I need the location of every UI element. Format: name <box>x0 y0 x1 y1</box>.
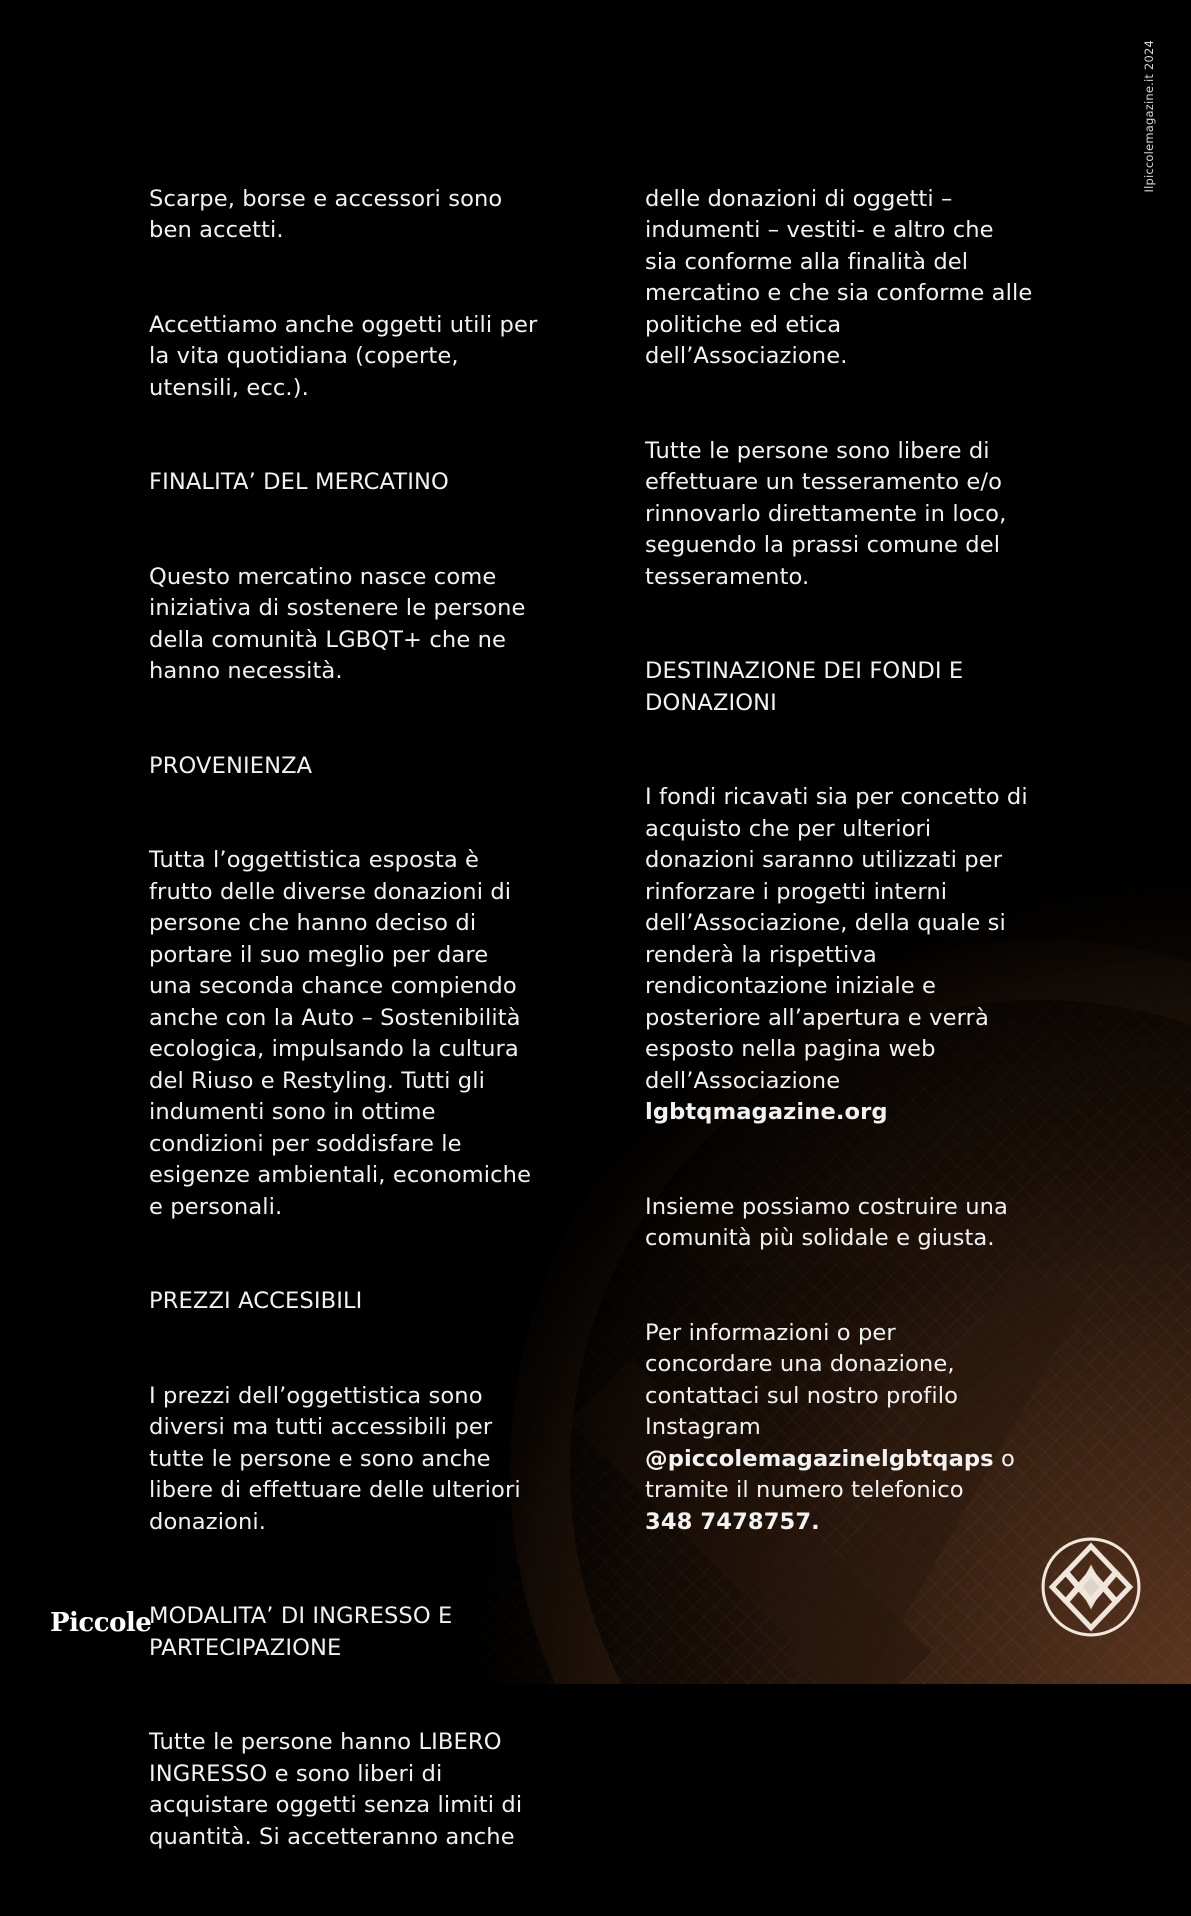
side-caption: Ilpiccolemagazine.it 2024 <box>1142 40 1156 193</box>
paragraph: Accettiamo anche oggetti utili per la vita quotidiana (coperte, utensili, ecc.). <box>149 311 538 401</box>
paragraph: Tutte le persone hanno LIBERO INGRESSO e sono liberi di acquistare oggetti senza limiti di quantità. Si accetteranno anche <box>149 1729 523 1850</box>
paragraph-text: I fondi ricavati sia per concetto di acquisto che per ulteriori donazioni saranno utilizzati per rinforzare i progetti interni dell’Associazione, della quale si renderà la rispettiva rendicontazione iniziale e posteriore all’apertura e verrà esposto nella pagina web dell’Associazione <box>645 784 1028 1094</box>
left-column <box>149 152 589 1916</box>
paragraph: Tutta l’oggettistica esposta è frutto delle diverse donazioni di persone che hanno deciso di portare il suo meglio per dare una seconda chance compiendo anche con la Auto – Sostenibilità ecologica, impulsando la cultura del Riuso e Restyling. Tutti gli indumenti sono in ottime condizioni per soddisfare le esigenze ambientali, economiche e personali. <box>149 847 532 1220</box>
brand-logo: Piccole <box>50 1608 152 1638</box>
section-heading: PROVENIENZA <box>149 752 313 779</box>
paragraph <box>645 1318 1095 1539</box>
paragraph-text: o <box>993 1445 1015 1472</box>
section-heading: DESTINAZIONE DEI FONDI E DONAZIONI <box>645 658 964 716</box>
section-heading: PREZZI ACCESIBILI <box>149 1288 363 1314</box>
website-link[interactable]: lgbtqmagazine.org <box>645 1099 888 1125</box>
paragraph: Scarpe, borse e accessori sono ben accetti. <box>149 185 503 243</box>
phone-number[interactable]: 348 7478757. <box>645 1508 820 1535</box>
section-heading: FINALITA’ DEL MERCATINO <box>149 469 449 495</box>
paragraph: delle donazioni di oggetti – indumenti – vestiti- e altro che sia conforme alla finalità del mercatino e che sia conforme alle politiche ed etica dell’Associazione. <box>645 185 1033 369</box>
paragraph: I prezzi dell’oggettistica sono diversi ma tutti accessibili per tutte le persone e sono anche libere di effettuare delle ulteriori donazioni. <box>149 1382 521 1535</box>
paragraph-text: tramite il numero telefonico <box>645 1477 964 1503</box>
section-heading: MODALITA’ DI INGRESSO E PARTECIPAZIONE <box>149 1603 453 1661</box>
paragraph-text: Per informazioni o per concordare una donazione, contattaci sul nostro profilo Instagram <box>645 1319 959 1440</box>
instagram-handle[interactable]: @piccolemagazinelgbtqaps <box>645 1445 994 1472</box>
paragraph: Questo mercatino nasce come iniziativa di sostenere le persone della comunità LGBQT+ che ne hanno necessità. <box>149 563 526 684</box>
paragraph: Tutte le persone sono libere di effettuare un tesseramento e/o rinnovarlo direttamente in loco, seguendo la prassi comune del tesseramento. <box>645 437 1007 590</box>
paragraph: Insieme possiamo costruire una comunità più solidale e giusta. <box>645 1193 1008 1251</box>
emblem-logo-icon <box>1040 1536 1142 1638</box>
right-column <box>645 152 1095 1601</box>
paragraph <box>645 782 1095 1129</box>
